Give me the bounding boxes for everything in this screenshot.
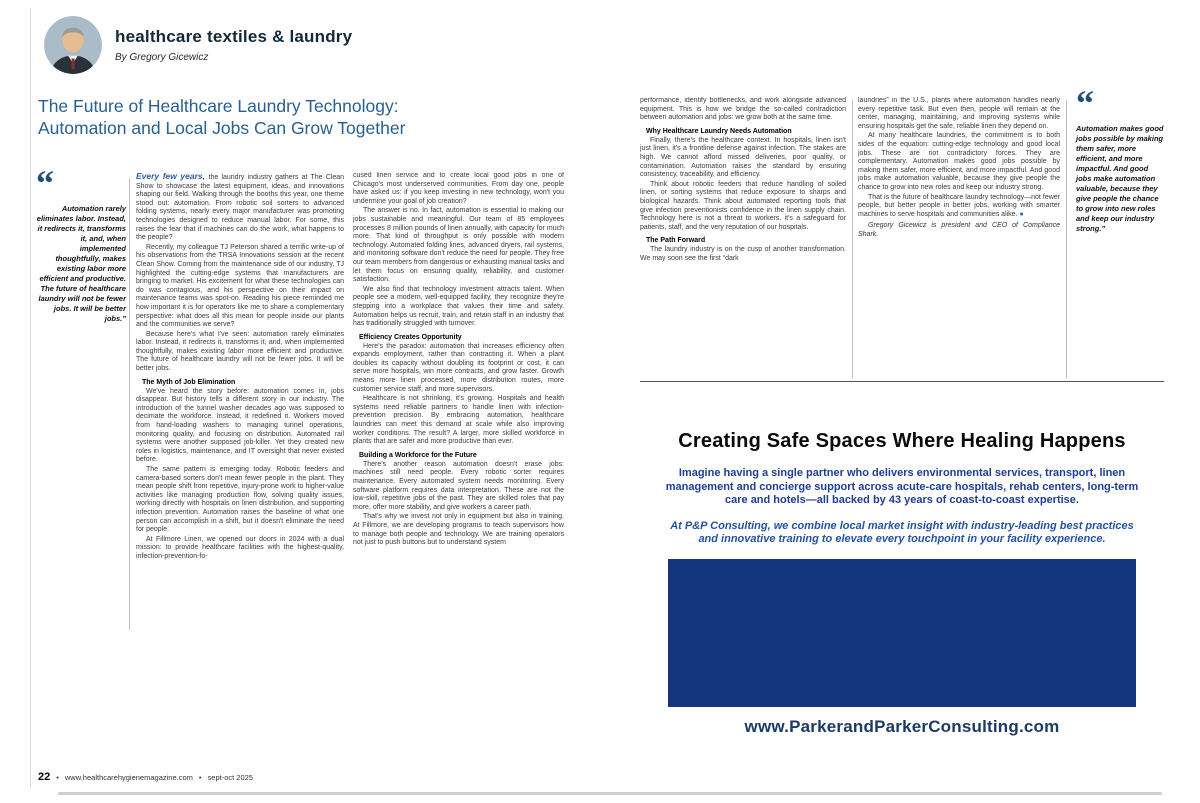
pull-quote-left-text: Automation rarely eliminates labor. Instead, it redirects it, transforms it, and, when implemented thoughtfully, makes existing labor more efficient and productive. The future of healthcare laundry will not be fewer jobs. It will be better jobs.” — [36, 204, 126, 323]
magazine-column-title: healthcare textiles & laundry — [115, 27, 353, 46]
quote-mark-icon: “ — [1076, 83, 1094, 123]
horizontal-scrollbar[interactable] — [58, 792, 1162, 795]
article-title — [38, 95, 608, 139]
article-title-line2: Automation and Local Jobs Can Grow Together — [38, 118, 406, 138]
body-paragraph: Healthcare is not shrinking, it's growing. Hospitals and health systems need reliable partners to handle linen with infection-prevention precision. By embracing automation, healthcare laundries can meet this demand at scale while also improving worker conditions. The result? A larger, more skilled workforce in plants that are safer and more productive than ever. — [353, 395, 564, 446]
section-heading: Why Healthcare Laundry Needs Automation — [646, 127, 792, 135]
brand-block — [115, 27, 352, 63]
body-paragraph: Recently, my colleague TJ Peterson shared a terrific write-up of his observations from the TRSA Innovations session at the recent Clean Show. Coming from the maintenance side of our industry, TJ highlighted the cutting-edge systems that manufacturers are bringing to market. His excitement for what these technologies can do was contagious, and his perspective on their impact on maintenance teams was spot-on. Reading his piece reminded me how important it is for operators like me to share a complementary perspective: what does all this mean for people inside our plants and the communities we serve? — [136, 243, 344, 329]
ad-website-link[interactable]: www.ParkerandParkerConsulting.com — [744, 716, 1060, 736]
body-paragraph: At many healthcare laundries, the commitment is to both sides of the equation: cutting-edge technology and good local jobs. These are not contradictory forces. They are complementary. Automation makes good jobs possible by making them safer, more efficient, and more impactful. And good jobs make automation valuable, because they give people the chance to grow into new roles and keep our industry strong. — [858, 132, 1060, 191]
body-paragraph: The laundry industry is on the cusp of another transformation. We may soon see the first “dark — [640, 246, 846, 262]
lead-in-text: Every few years, — [136, 172, 209, 181]
body-paragraph: At Fillmore Linen, we opened our doors in 2024 with a dual mission: to provide healthcare facilities with the highest-quality, infection-prevention-fo- — [136, 535, 344, 560]
footer-bullet: • — [198, 773, 202, 782]
section-heading: The Myth of Job Elimination — [142, 378, 236, 386]
ad-italic-text: At P&P Consulting, we combine local market insight with industry-leading best practices and innovative training to elevate every touchpoint in your facility experience. — [670, 519, 1134, 545]
body-paragraph: Here's the paradox: automation that increases efficiency often expands employment, rather than contracting it. When a plant doubles its capacity without doubling its footprint or cost, it can serve more hospitals, win more contracts, and grow faster. Growth means more linen processed, more distribution routes, more customer service staff, and more supervisors. — [353, 342, 564, 393]
article-title-line1: The Future of Healthcare Laundry Technology: — [38, 96, 399, 116]
advertisement — [640, 430, 1164, 737]
column-divider — [852, 100, 853, 378]
body-paragraph: Every few years, the laundry industry gathers at The Clean Show to showcase the latest equipment, ideas, and innovations shaping our field. Walking through the booths this year, one theme stood out: automation. From robotic soil sorters to advanced folding systems, nearly every major manufacturer was promoting technologies designed to reduce manual labor. For some, this raises the fear that if machines can do the work, what happens to the people? — [136, 172, 344, 242]
footer-bullet: • — [56, 773, 59, 782]
body-paragraph: Think about robotic feeders that reduce handling of soiled linen, or sorting systems that reduce exposure to sharps and biological hazards. Think about automated reporting tools that give infection preventionists confidence in the linen supply chain. Technology here is not a threat to workers. it's a safeguard for patients, staff, and the very reputation of our hospitals. — [640, 180, 846, 231]
author-photo-image — [44, 16, 102, 74]
article-column-3 — [640, 97, 846, 385]
section-heading: Efficiency Creates Opportunity — [359, 333, 462, 341]
quote-mark-icon: “ — [36, 163, 54, 203]
pull-quote-right-text: Automation makes good jobs possible by making them safer, more efficient, and more impactful. And good jobs make automation valuable, because they give people the chance to grow into new roles and keep our industry strong.” — [1076, 124, 1164, 233]
page-footer — [38, 771, 253, 783]
article-column-4 — [858, 97, 1060, 385]
footer-issue: sept-oct 2025 — [207, 773, 253, 782]
page-number: 22 — [38, 771, 51, 783]
author-credit: Gregory Gicewicz is president and CEO of Compliance Shark. — [858, 222, 1060, 238]
body-paragraph: The answer is no. In fact, automation is essential to making our jobs sustainable and meaningful. Our team of 85 employees processes 8 million pounds of linen annually, with capacity for much more. That kind of throughput is only possible with modern technology. Automated folding lines, advanced dryers, rail systems, and monitoring software don't reduce the need for people. They free our team members from dangerous or exhausting manual tasks and let them focus on ensuring quality, reliability, and customer satisfaction. — [353, 207, 564, 284]
column-header — [44, 16, 352, 74]
ad-image-placeholder — [668, 559, 1136, 707]
section-heading: The Path Forward — [646, 237, 706, 245]
column-divider — [1066, 100, 1067, 378]
body-paragraph: We also find that technology investment attracts talent. When people see a modern, well-equipped facility, they recognize they're stepping into a workplace that values their time and safety. Automation helps us recruit, train, and retain staff in an industry that has traditionally struggled with turnover. — [353, 285, 564, 328]
body-paragraph: Because here's what I've seen: automation rarely eliminates labor. Instead, it redirects it, transforms it, and, when implemented thoughtfully, makes existing labor more efficient and productive. The future of healthcare laundry will not be fewer jobs. It will be better jobs. — [136, 330, 344, 373]
body-paragraph: laundries” in the U.S., plants where automation handles nearly every repetitive task. But even then, people will remain at the center, managing, maintaining, and improving systems while ensuring hospitals get the safe, reliable linen they depend on. — [858, 97, 1060, 130]
byline: By Gregory Gicewicz — [115, 52, 209, 63]
body-paragraph: That's why we invest not only in equipment but also in training. At Fillmore, we are developing programs to teach supervisors how to manage both people and technology. We are training operators not just to push buttons but to understand system — [353, 513, 564, 547]
body-paragraph: We've heard the story before: automation comes in, jobs disappear. But history tells a different story in our industry. The introduction of the tunnel washer decades ago was supposed to decimate the workforce. Instead, it redefined it. Workers moved from hand-loading washers to managing tunnel operations, monitoring quality, and focusing on distribution. Automated rail systems were another supposed job-killer. Yet they created new roles in logistics, maintenance, and IT oversight that never existed before. — [136, 387, 344, 464]
body-paragraph: That is the future of healthcare laundry technology—not fewer people, but better people in better jobs, working with smarter machines to serve hospitals and communities alike. ● — [858, 193, 1060, 218]
page-edge-line — [30, 8, 31, 788]
ad-body-text: Imagine having a single partner who delivers environmental services, transport, linen management and concierge support across acute-care hospitals, rehab centers, long-term care and hotels—all backed by 43 years of coast-to-coast expertise. — [665, 467, 1139, 506]
footer-site-url: www.healthcarehygienemagazine.com — [64, 773, 193, 782]
body-paragraph: The same pattern is emerging today. Robotic feeders and camera-based sorters don't mean fewer people in the plant. They mean people shift from repetitive, injury-prone work to higher-value activities like managing production flow, solving quality issues, working directly with hospitals on linen distribution, and supporting infection prevention. Automation raises the baseline of what one person can accomplish in a shift, but it doesn't eliminate the need for people. — [136, 466, 344, 534]
author-photo — [44, 16, 102, 74]
end-mark-icon: ● — [1017, 210, 1024, 218]
article-column-1 — [136, 172, 344, 770]
section-heading: Building a Workforce for the Future — [359, 451, 477, 459]
pull-quote-left — [36, 163, 126, 324]
body-paragraph: cused linen service and to create local good jobs in one of Chicago's most underserved communities. From day one, people have asked us: if you keep investing in new technology, won't you undermine your goal of job creation? — [353, 172, 564, 205]
article-ad-divider — [640, 381, 1164, 382]
ad-headline: Creating Safe Spaces Where Healing Happens — [678, 430, 1126, 452]
body-paragraph: performance, identify bottlenecks, and work alongside advanced equipment. This is how we bridge the so-called contradiction between automation and jobs: we grow both at the same time. — [640, 97, 846, 122]
column-divider — [129, 178, 130, 630]
article-column-2 — [353, 172, 564, 770]
body-paragraph: Finally, there's the healthcare context. In hospitals, linen isn't just linen, it's a frontline defense against infection. The stakes are high. We cannot afford missed deliveries, poor quality, or contamination. Automation raises the standard by ensuring consistency, traceability, and efficiency. — [640, 136, 846, 179]
pull-quote-right — [1076, 83, 1164, 234]
body-paragraph: There's another reason automation doesn't erase jobs: machines still need people. Every robotic sorter requires maintenance. Every automated system needs monitoring. Every software platform requires data interpretation. These are not the low-skill, repetitive jobs of the past. They are skilled roles that pay more, offer more stability, and give workers a career path. — [353, 460, 564, 511]
